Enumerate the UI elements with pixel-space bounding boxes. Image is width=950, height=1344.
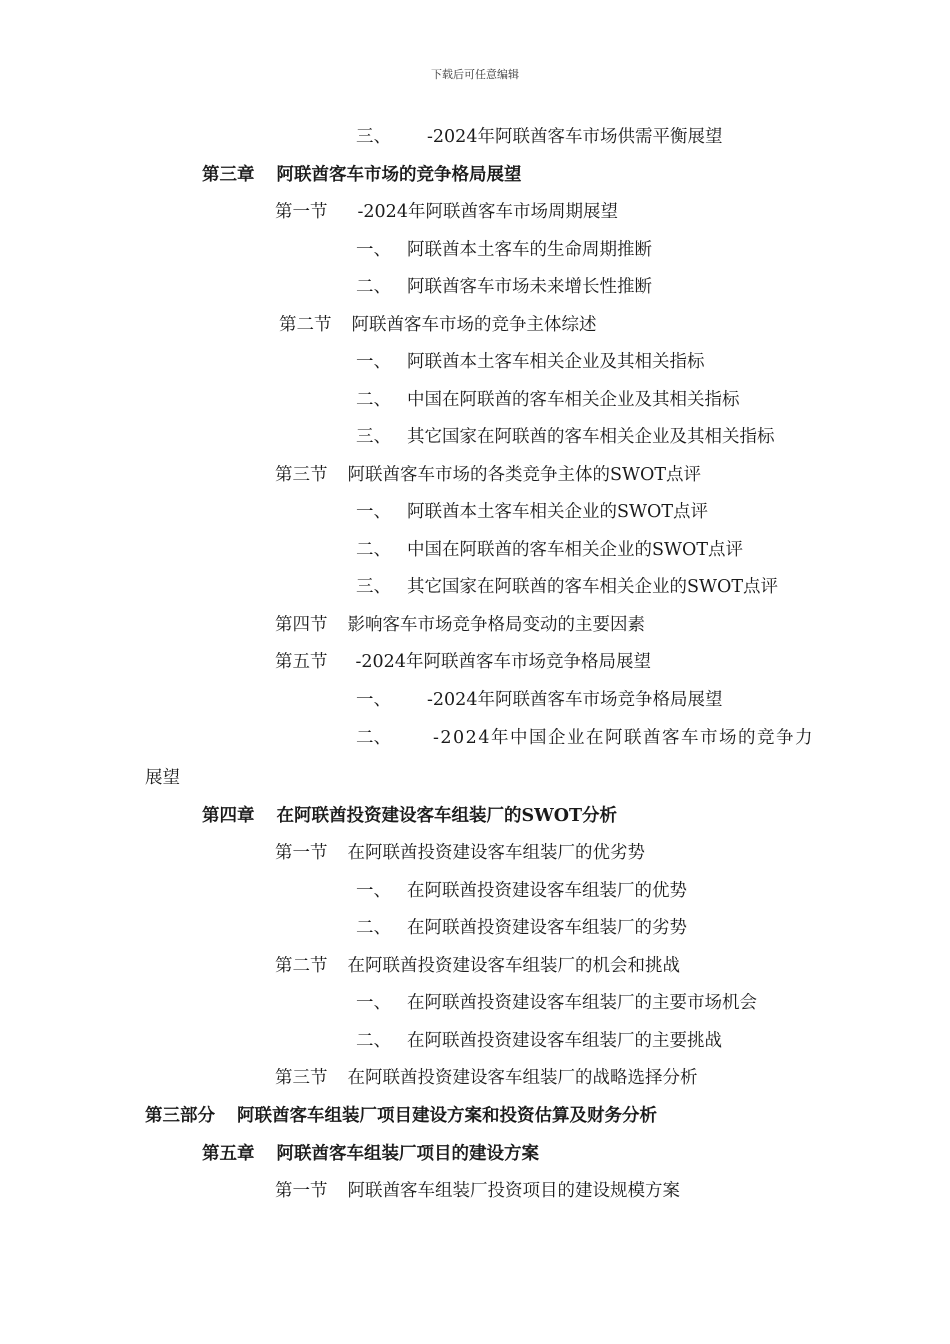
toc-section[interactable] (275, 201, 618, 223)
toc-number: 第二节 (275, 956, 328, 976)
toc-number: 第一节 (275, 1181, 328, 1201)
toc-item[interactable] (356, 501, 708, 523)
toc-title: 在阿联酋投资建设客车组装厂的优势 (407, 881, 687, 901)
toc-title: 在阿联酋投资建设客车组装厂的SWOT分析 (276, 806, 618, 826)
toc-title: 其它国家在阿联酋的客车相关企业及其相关指标 (407, 427, 775, 447)
toc-number: 第三节 (275, 465, 328, 485)
toc-section[interactable] (275, 842, 645, 864)
toc-section[interactable] (275, 1067, 698, 1089)
toc-number: 二、 (356, 540, 391, 560)
toc-item[interactable] (356, 727, 814, 749)
page-header: 下载后可任意编辑 (431, 68, 519, 81)
toc-item[interactable] (356, 576, 778, 598)
toc-title: 阿联酋客车市场的各类竞争主体的SWOT点评 (347, 465, 701, 485)
toc-section[interactable] (275, 651, 651, 673)
toc-number: 一、 (356, 502, 391, 522)
toc-section[interactable] (275, 614, 645, 636)
toc-item[interactable] (356, 689, 722, 711)
toc-item[interactable] (356, 276, 652, 298)
toc-title: 其它国家在阿联酋的客车相关企业的SWOT点评 (407, 577, 778, 597)
toc-title: 在阿联酋投资建设客车组装厂的优劣势 (347, 843, 645, 863)
toc-number: 二、 (356, 390, 391, 410)
toc-item[interactable] (356, 992, 757, 1014)
toc-title: 展望 (145, 768, 180, 788)
toc-title: 在阿联酋投资建设客车组装厂的主要挑战 (407, 1031, 722, 1051)
toc-number: 三、 (356, 427, 391, 447)
toc-item[interactable] (356, 351, 705, 373)
toc-title: 阿联酋客车组装厂项目的建设方案 (276, 1144, 539, 1164)
toc-title: -2024年阿联酋客车市场周期展望 (357, 202, 618, 222)
toc-title: 阿联酋客车组装厂项目建设方案和投资估算及财务分析 (237, 1106, 657, 1126)
toc-item-continuation (145, 767, 180, 789)
toc-item[interactable] (356, 539, 743, 561)
toc-title: 阿联酋客车组装厂投资项目的建设规模方案 (347, 1181, 680, 1201)
toc-number: 三、 (356, 127, 391, 147)
toc-title: -2024年阿联酋客车市场供需平衡展望 (427, 127, 723, 147)
toc-section[interactable] (275, 955, 680, 977)
toc-number: 第一节 (275, 202, 328, 222)
toc-number: 第五章 (202, 1144, 255, 1164)
toc-title: 在阿联酋投资建设客车组装厂的战略选择分析 (347, 1068, 698, 1088)
toc-number: 一、 (356, 690, 391, 710)
toc-item[interactable] (356, 239, 652, 261)
toc-number: 一、 (356, 993, 391, 1013)
toc-number: 第二节 (279, 315, 332, 335)
toc-number: 二、 (356, 918, 391, 938)
toc-title: -2024年阿联酋客车市场竞争格局展望 (427, 690, 723, 710)
toc-title: 在阿联酋投资建设客车组装厂的主要市场机会 (407, 993, 757, 1013)
toc-item[interactable] (356, 1030, 722, 1052)
toc-part[interactable] (145, 1105, 657, 1127)
toc-item[interactable] (356, 389, 740, 411)
toc-title: 阿联酋本土客车相关企业及其相关指标 (407, 352, 705, 372)
toc-title: -2024年中国企业在阿联酋客车市场的竞争力 (433, 728, 814, 748)
toc-number: 二、 (356, 728, 391, 748)
toc-title: 在阿联酋投资建设客车组装厂的机会和挑战 (347, 956, 680, 976)
toc-title: 阿联酋客车市场的竞争格局展望 (276, 165, 522, 185)
toc-title: 阿联酋客车市场的竞争主体综述 (351, 315, 597, 335)
toc-chapter[interactable] (202, 164, 522, 186)
toc-item[interactable] (356, 126, 722, 148)
toc-section[interactable] (279, 314, 597, 336)
toc-title: 阿联酋本土客车的生命周期推断 (407, 240, 652, 260)
toc-title: -2024年阿联酋客车市场竞争格局展望 (355, 652, 651, 672)
toc-number: 第三节 (275, 1068, 328, 1088)
toc-number: 第三部分 (145, 1106, 215, 1126)
toc-number: 第五节 (275, 652, 328, 672)
toc-item[interactable] (356, 426, 775, 448)
toc-chapter[interactable] (202, 805, 617, 827)
toc-title: 中国在阿联酋的客车相关企业及其相关指标 (407, 390, 740, 410)
toc-title: 阿联酋本土客车相关企业的SWOT点评 (407, 502, 708, 522)
toc-number: 二、 (356, 277, 391, 297)
toc-number: 三、 (356, 577, 391, 597)
toc-number: 第三章 (202, 165, 255, 185)
toc-number: 第四节 (275, 615, 328, 635)
toc-number: 一、 (356, 881, 391, 901)
toc-item[interactable] (356, 917, 687, 939)
toc-number: 二、 (356, 1031, 391, 1051)
toc-title: 在阿联酋投资建设客车组装厂的劣势 (407, 918, 687, 938)
toc-title: 中国在阿联酋的客车相关企业的SWOT点评 (407, 540, 743, 560)
toc-chapter[interactable] (202, 1143, 539, 1165)
toc-number: 一、 (356, 240, 391, 260)
toc-title: 阿联酋客车市场未来增长性推断 (407, 277, 652, 297)
toc-item[interactable] (356, 880, 687, 902)
toc-number: 第一节 (275, 843, 328, 863)
toc-section[interactable] (275, 464, 701, 486)
toc-section[interactable] (275, 1180, 680, 1202)
toc-number: 一、 (356, 352, 391, 372)
toc-title: 影响客车市场竞争格局变动的主要因素 (347, 615, 645, 635)
toc-number: 第四章 (202, 806, 255, 826)
